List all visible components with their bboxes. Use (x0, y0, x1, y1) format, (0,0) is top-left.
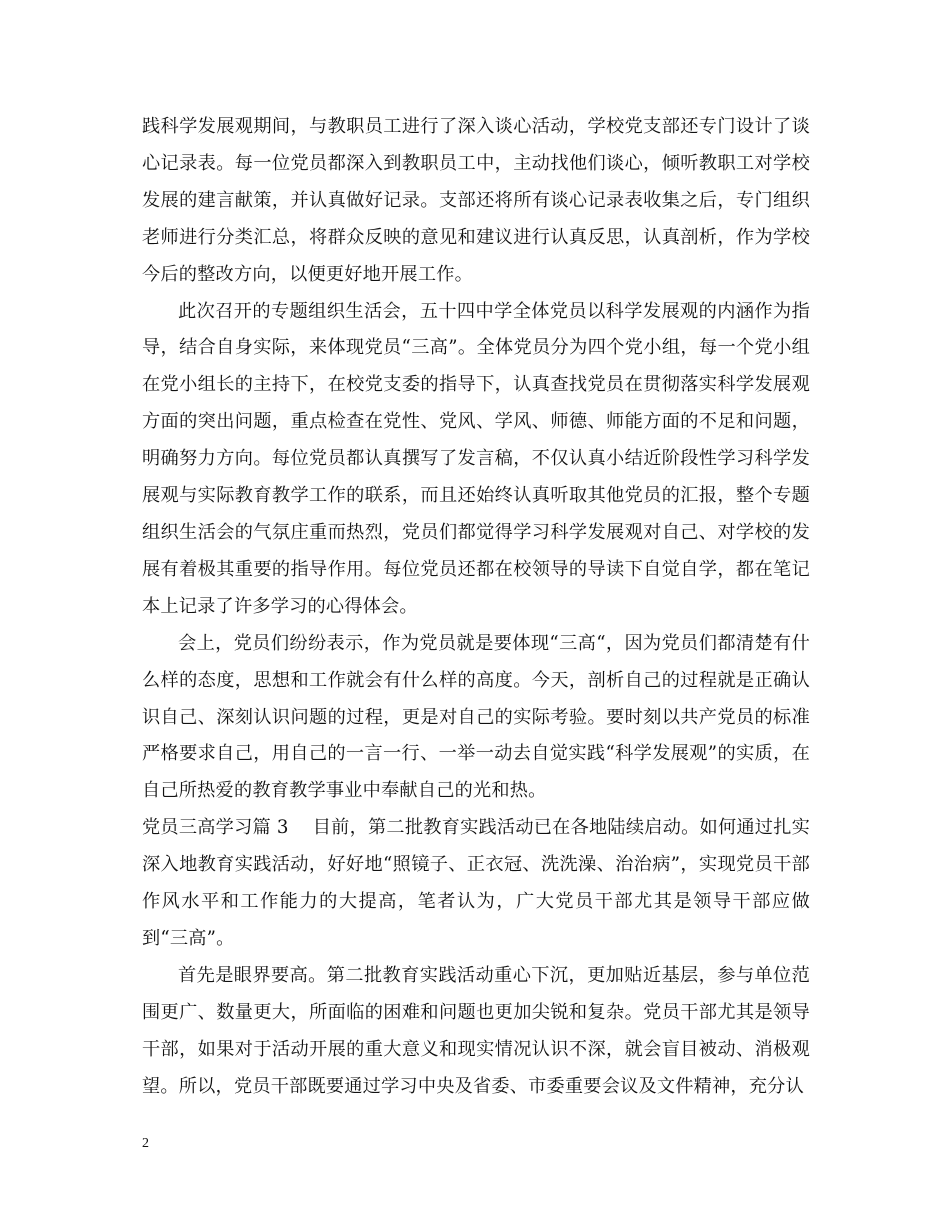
paragraph-1: 践科学发展观期间，与教职员工进行了深入谈心活动，学校党支部还专门设计了谈心记录表。每一位党员都深入到教职员工中，主动找他们谈心，倾听教职工对学校发展的建言献策，并认真做好记录。支部还将所有谈心记录表收集之后，专门组织老师进行分类汇总，将群众反映的意见和建议进行认真反思，认真剖析，作为学校今后的整改方向，以便更好地开展工作。 (142, 116, 810, 285)
page-number: 2 (142, 1136, 149, 1151)
paragraph-4 (142, 810, 810, 958)
paragraph-2: 此次召开的专题组织生活会，五十四中学全体党员以科学发展观的内涵作为指导，结合自身实际，来体现党员“三高”。全体党员分为四个党小组，每一个党小组在党小组长的主持下，在校党支委的指导下，认真查找党员在贯彻落实科学发展观方面的突出问题，重点检查在党性、党风、学风、师德、师能方面的不足和问题，明确努力方向。每位党员都认真撰写了发言稿，不仅认真小结近阶段性学习科学发展观与实际教育教学工作的联系，而且还始终认真听取其他党员的汇报，整个专题组织生活会的气氛庄重而热烈，党员们都觉得学习科学发展观对自己、对学校的发展有着极其重要的指导作用。每位党员还都在校领导的导读下自觉自学，都在笔记本上记录了许多学习的心得体会。 (142, 300, 810, 617)
paragraph-5: 首先是眼界要高。第二批教育实践活动重心下沉，更加贴近基层，参与单位范围更广、数量更大，所面临的困难和问题也更加尖锐和复杂。党员干部尤其是领导干部，如果对于活动开展的重大意义和现实情况认识不深，就会盲目被动、消极观望。所以，党员干部既要通过学习中央及省委、市委重要会议及文件精神，充分认 (142, 964, 810, 1097)
section-heading: 党员三高学习篇 3 (142, 817, 289, 839)
paragraph-3: 会上，党员们纷纷表示，作为党员就是要体现“三高“，因为党员们都清楚有什么样的态度，思想和工作就会有什么样的高度。今天，剖析自己的过程就是正确认识自己、深刻认识问题的过程，更是对自己的实际考验。要时刻以共产党员的标准严格要求自己，用自己的一言一行、一举一动去自觉实践“科学发展观”的实质，在自己所热爱的教育教学事业中奉献自己的光和热。 (142, 632, 810, 802)
paragraph-4-text: 目前，第二批教育实践活动已在各地陆续启动。如何通过扎实深入地教育实践活动，好好地“照镜子、正衣冠、洗洗澡、治治病”，实现党员干部作风水平和工作能力的大提高，笔者认为，广大党员干部尤其是领导干部应做到“三高”。 (142, 817, 811, 949)
document-body (142, 109, 810, 1105)
